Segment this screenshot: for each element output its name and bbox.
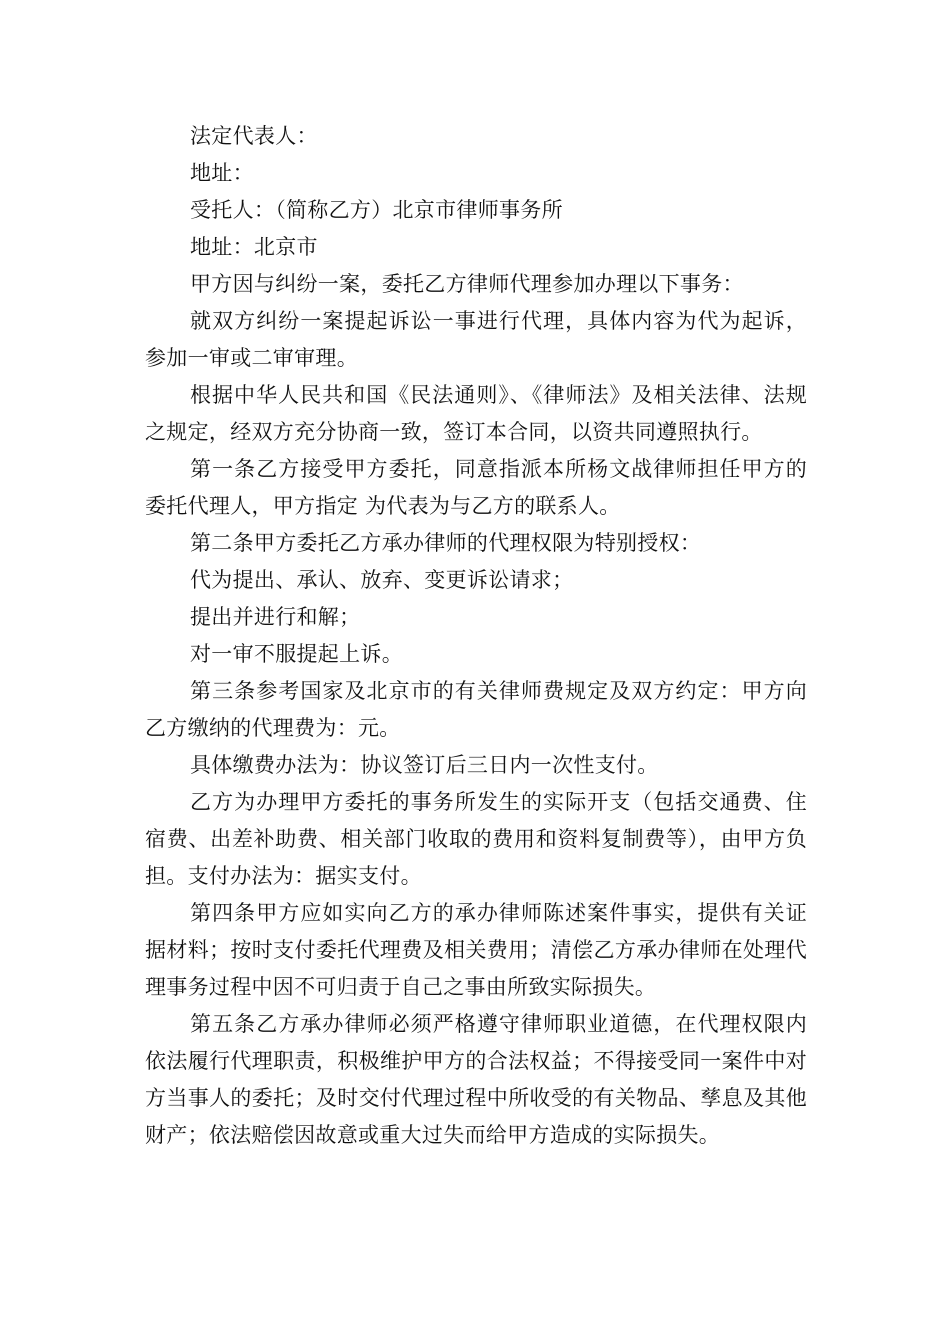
paragraph-article-5: 第五条乙方承办律师必须严格遵守律师职业道德，在代理权限内依法履行代理职责，积极维护甲方的合法权益；不得接受同一案件中对方当事人的委托；及时交付代理过程中所收受的有关物品、孳息及其他财产；依法赔偿因故意或重大过失而给甲方造成的实际损失。	[145, 1012, 807, 1147]
document-body	[145, 118, 807, 1154]
paragraph-authority-appeal: 对一审不服提起上诉。	[190, 642, 403, 666]
paragraph-commission: 甲方因与纠纷一案，委托乙方律师代理参加办理以下事务：	[190, 272, 744, 296]
paragraph-trustee: 受托人：（简称乙方）北京市律师事务所	[190, 198, 563, 222]
paragraph-address-trustee: 地址：北京市	[190, 235, 318, 259]
paragraph-legal-basis: 根据中华人民共和国《民法通则》、《律师法》及相关法律、法规之规定，经双方充分协商一致，签订本合同，以资共同遵照执行。	[145, 383, 807, 444]
paragraph-article-1: 第一条乙方接受甲方委托，同意指派本所杨文战律师担任甲方的委托代理人，甲方指定 为代表为与乙方的联系人。	[145, 457, 807, 518]
paragraph-legal-representative: 法定代表人：	[190, 124, 318, 148]
paragraph-payment-method: 具体缴费办法为：协议签订后三日内一次性支付。	[190, 753, 659, 777]
paragraph-litigation-scope: 就双方纠纷一案提起诉讼一事进行代理，具体内容为代为起诉，参加一审或二审审理。	[145, 309, 807, 370]
paragraph-expenses: 乙方为办理甲方委托的事务所发生的实际开支（包括交通费、住宿费、出差补助费、相关部门收取的费用和资料复制费等），由甲方负担。支付办法为：据实支付。	[145, 790, 807, 888]
paragraph-authority-claims: 代为提出、承认、放弃、变更诉讼请求；	[190, 568, 574, 592]
paragraph-article-2: 第二条甲方委托乙方承办律师的代理权限为特别授权：	[190, 531, 702, 555]
paragraph-article-4: 第四条甲方应如实向乙方的承办律师陈述案件事实，提供有关证据材料；按时支付委托代理费及相关费用；清偿乙方承办律师在处理代理事务过程中因不可归责于自己之事由所致实际损失。	[145, 901, 807, 999]
paragraph-article-3: 第三条参考国家及北京市的有关律师费规定及双方约定：甲方向乙方缴纳的代理费为：元。	[145, 679, 807, 740]
paragraph-address-principal: 地址：	[190, 161, 254, 185]
paragraph-authority-settlement: 提出并进行和解；	[190, 605, 361, 629]
